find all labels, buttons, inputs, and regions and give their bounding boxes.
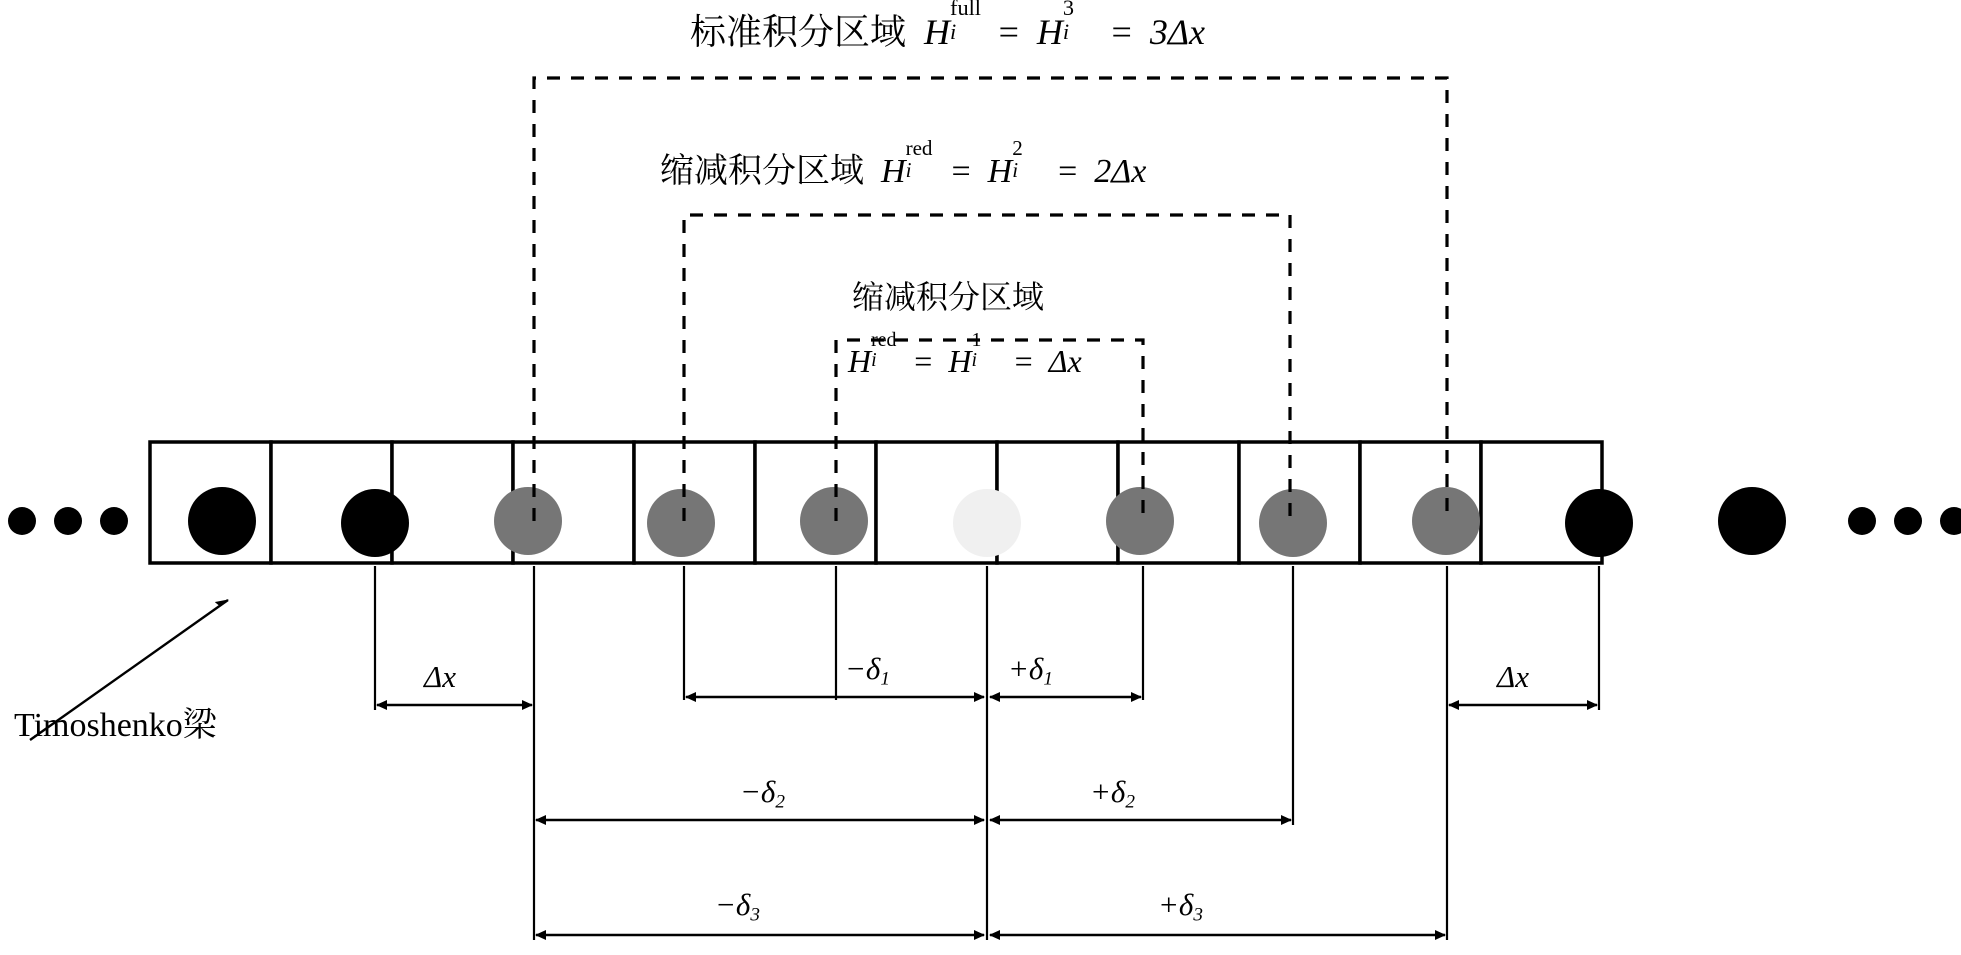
node-10 <box>1565 489 1633 557</box>
reduced-integration-1-caption-line2: H red i = H 1 i = Δx <box>848 328 1082 379</box>
node-8 <box>1259 489 1327 557</box>
ellipsis-right <box>1848 507 1961 535</box>
beam-label: Timoshenko梁 <box>14 707 217 744</box>
witness-lines <box>375 566 1599 940</box>
dimension-label-delta2-pos: $+\delta_2$ <box>1090 774 1135 813</box>
dimension-label-delta2-neg: $-\delta_2$ <box>740 774 785 813</box>
dimension-label-delta1-neg: $-\delta_1$ <box>845 651 890 690</box>
full-integration-caption: 标准积分区域 H full i = H 3 i = 3Δx <box>690 0 1205 53</box>
ellipsis-left <box>8 507 128 535</box>
node-2 <box>341 489 409 557</box>
node-6 <box>953 489 1021 557</box>
node-1 <box>188 487 256 555</box>
node-9 <box>1412 487 1480 555</box>
dimension-label-delta3-neg: $-\delta_3$ <box>715 887 760 926</box>
node-7 <box>1106 487 1174 555</box>
reduced-integration-2-caption: 缩减积分区域 H red i = H 2 i = 2Δx <box>660 136 1147 191</box>
node-4 <box>647 489 715 557</box>
node-11 <box>1718 487 1786 555</box>
dimension-label-dx-right: Δx <box>1497 659 1529 694</box>
node-5 <box>800 487 868 555</box>
node-3 <box>494 487 562 555</box>
dimension-label-delta3-pos: $+\delta_3$ <box>1158 887 1203 926</box>
dimension-label-delta1-pos: $+\delta_1$ <box>1008 651 1053 690</box>
dimension-label-dx-left: Δx <box>424 659 456 694</box>
reduced-integration-1-caption-line1: 缩减积分区域 <box>852 278 1045 316</box>
